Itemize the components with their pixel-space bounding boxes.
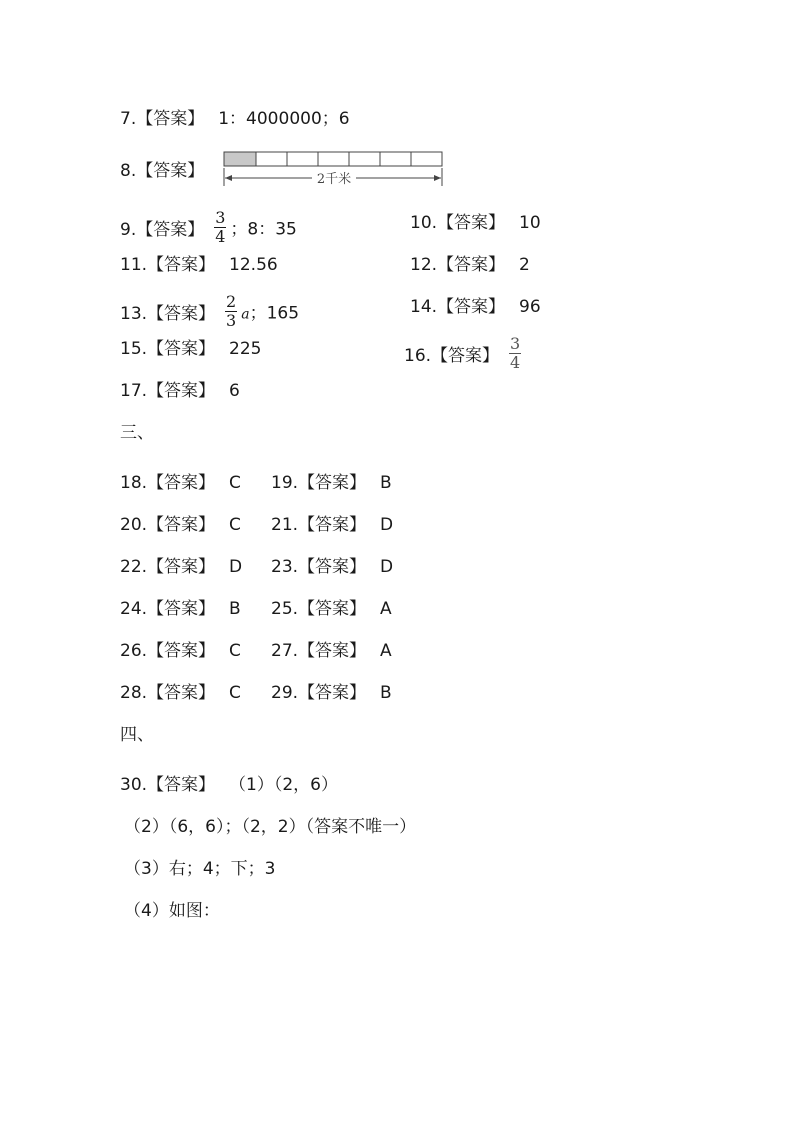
question-number: 25. (271, 599, 299, 619)
answer-label: 【答案】 (298, 557, 367, 577)
mc-left-row-4 (120, 598, 241, 620)
question-number: 17. (120, 381, 148, 401)
fraction-numerator: 2 (226, 292, 237, 311)
answer-text: D (380, 515, 394, 535)
question-number: 24. (120, 599, 148, 619)
question-number: 18. (120, 473, 148, 493)
question-number: 27. (271, 641, 299, 661)
answer-label: 【答案】 (147, 599, 216, 619)
answer-label: 【答案】 (298, 515, 367, 535)
question-number: 29. (271, 683, 299, 703)
question-10 (410, 212, 541, 234)
answer-label: 【答案】 (147, 303, 216, 324)
answer-label: 【答案】 (437, 213, 506, 233)
question-17 (120, 380, 240, 402)
answer-label: 【答案】 (431, 345, 500, 366)
fraction-denominator: 4 (510, 353, 521, 372)
mc-right-row-2 (271, 514, 393, 536)
question-number: 22. (120, 557, 148, 577)
mc-right-row-5 (271, 640, 392, 662)
answer-label: 【答案】 (136, 109, 205, 129)
right-arrowhead (434, 175, 441, 181)
question-30-part-3: （3）右；4；下；3 (124, 859, 276, 879)
question-14 (410, 296, 541, 318)
fraction (225, 294, 237, 329)
question-number: 21. (271, 515, 299, 535)
section-heading-4: 四、 (120, 725, 154, 745)
question-number: 12. (410, 255, 438, 275)
answer-label: 【答案】 (298, 473, 367, 493)
answer-text: C (229, 515, 241, 535)
question-number: 23. (271, 557, 299, 577)
scale-bar-shaded-segment (224, 152, 256, 166)
question-11 (120, 254, 278, 276)
answer-label: 【答案】 (298, 599, 367, 619)
scale-bar-outline (224, 152, 442, 166)
answer-text: 10 (519, 213, 541, 233)
fraction (509, 336, 521, 371)
question-number: 30. (120, 775, 148, 795)
fraction-denominator: 4 (215, 227, 226, 246)
answer-text: 12.56 (229, 255, 278, 275)
question-number: 28. (120, 683, 148, 703)
answer-label: 【答案】 (136, 161, 205, 181)
answer-text: C (229, 683, 241, 703)
answer-text: D (380, 557, 394, 577)
question-number: 14. (410, 297, 438, 317)
mc-right-row-4 (271, 598, 392, 620)
question-number: 15. (120, 339, 148, 359)
question-30-part-4: （4）如图： (124, 901, 220, 921)
answer-label: 【答案】 (437, 297, 506, 317)
fraction-numerator: 3 (510, 334, 521, 353)
answer-text: 2 (519, 255, 530, 275)
answer-label: 【答案】 (298, 683, 367, 703)
question-30-part-2: （2）（6，6）；（2，2）（答案不唯一） (124, 817, 417, 837)
answer-text: C (229, 473, 241, 493)
answer-label: 【答案】 (147, 557, 216, 577)
answer-label: 【答案】 (147, 473, 216, 493)
left-arrowhead (225, 175, 232, 181)
answer-text: B (229, 599, 241, 619)
section-heading-3: 三、 (120, 423, 154, 443)
question-number: 10. (410, 213, 438, 233)
answer-label: 【答案】 (136, 219, 205, 240)
answer-label: 【答案】 (147, 339, 216, 359)
fraction-numerator: 3 (215, 208, 226, 227)
answer-text: A (380, 599, 392, 619)
answer-label: 【答案】 (298, 641, 367, 661)
question-number: 26. (120, 641, 148, 661)
scale-bar-caption: 2千米 (316, 172, 352, 187)
scale-bar-diagram (222, 150, 446, 190)
question-number: 11. (120, 255, 148, 275)
question-number: 20. (120, 515, 148, 535)
mc-left-row-5 (120, 640, 241, 662)
scale-bar-dividers (256, 152, 411, 166)
mc-left-row-2 (120, 514, 241, 536)
answer-text: 1：4000000；6 (218, 109, 350, 129)
question-number: 8. (120, 161, 137, 181)
variable: a (241, 306, 250, 323)
question-15 (120, 338, 262, 360)
mc-right-row-6 (271, 682, 392, 704)
mc-right-row-1 (271, 472, 392, 494)
mc-left-row-1 (120, 472, 241, 494)
answer-text: C (229, 641, 241, 661)
fraction (214, 210, 226, 245)
question-8 (120, 160, 204, 182)
mc-right-row-3 (271, 556, 393, 578)
answer-text: D (229, 557, 243, 577)
fraction-denominator: 3 (226, 311, 237, 330)
answer-text: 6 (229, 381, 240, 401)
answer-text: B (380, 683, 392, 703)
question-9 (120, 208, 297, 247)
question-30 (120, 774, 338, 796)
answer-label: 【答案】 (147, 255, 216, 275)
answer-text: B (380, 473, 392, 493)
question-7 (120, 108, 350, 130)
answer-text: 225 (229, 339, 262, 359)
question-number: 13. (120, 303, 148, 324)
answer-text: A (380, 641, 392, 661)
question-number: 7. (120, 109, 137, 129)
question-number: 9. (120, 219, 137, 240)
answer-text: 96 (519, 297, 541, 317)
answer-label: 【答案】 (147, 775, 216, 795)
answer-text: （1）（2，6） (229, 775, 338, 795)
question-number: 16. (404, 345, 432, 366)
question-12 (410, 254, 530, 276)
question-13 (120, 292, 300, 331)
answer-text: ；8：35 (230, 219, 297, 240)
answer-label: 【答案】 (147, 381, 216, 401)
question-16 (404, 334, 525, 373)
answer-label: 【答案】 (147, 683, 216, 703)
mc-left-row-6 (120, 682, 241, 704)
answer-label: 【答案】 (147, 641, 216, 661)
question-number: 19. (271, 473, 299, 493)
answer-text: ；165 (249, 303, 300, 324)
mc-left-row-3 (120, 556, 242, 578)
answer-label: 【答案】 (147, 515, 216, 535)
answer-label: 【答案】 (437, 255, 506, 275)
